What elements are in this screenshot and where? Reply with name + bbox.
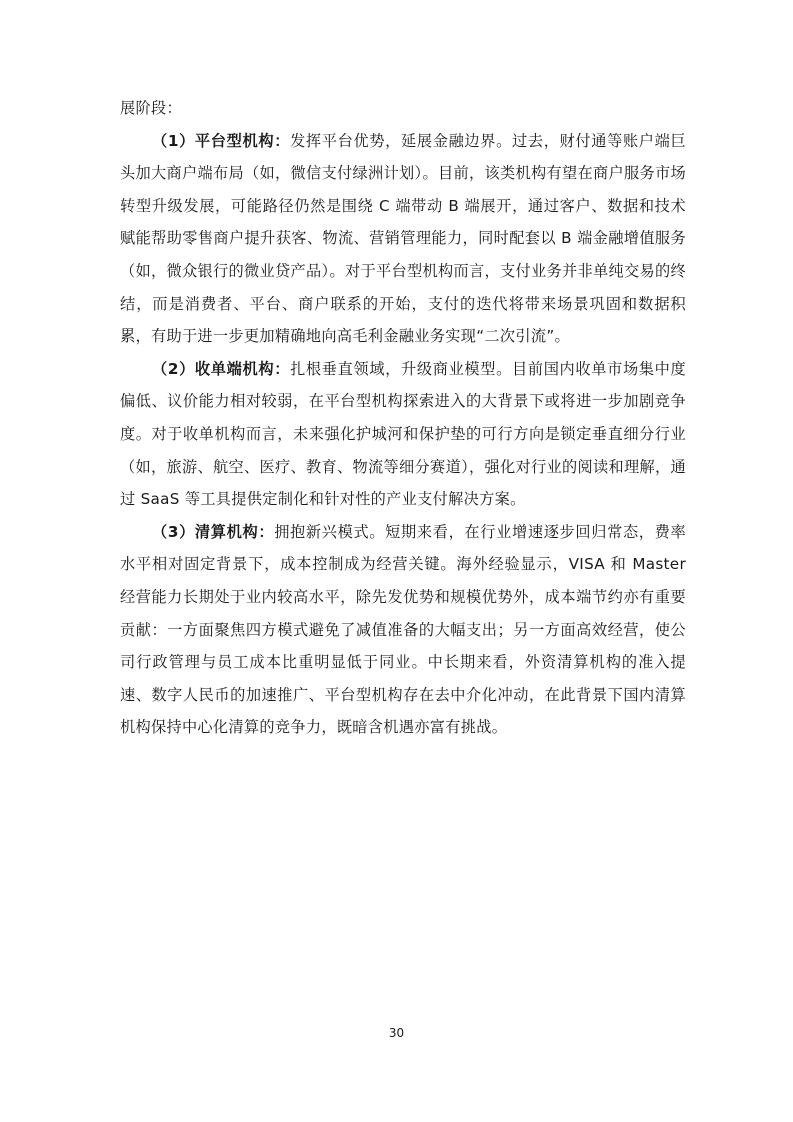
paragraph-platform-institutions: [120, 125, 686, 353]
intro-line: 展阶段：: [120, 99, 182, 117]
paragraph-body: 扎根垂直领域，升级商业模型。目前国内收单市场集中度偏低、议价能力相对较弱，在平台型机构探索进入的大背景下或将进一步加剧竞争度。对于收单机构而言，未来强化护城河和保护垫的可行方向是锁定垂直细分行业（如，旅游、航空、医疗、教育、物流等细分赛道），强化对行业的阅读和理解，通过 SaaS 等工具提供定制化和针对性的产业支付解决方案。: [120, 359, 686, 509]
paragraph-body: 发挥平台优势，延展金融边界。过去，财付通等账户端巨头加大商户端布局（如，微信支付绿洲计划）。目前，该类机构有望在商户服务市场转型升级发展，可能路径仍然是围绕 C 端带动 B 端展开，通过客户、数据和技术赋能帮助零售商户提升获客、物流、营销管理能力，同时配套以 B 端金融增值服务（如，微众银行的微业贷产品）。对于平台型机构而言，支付业务并非单纯交易的终结，而是消费者、平台、商户联系的开始，支付的迭代将带来场景巩固和数据积累，有助于进一步更加精确地向高毛利金融业务实现“二次引流”。: [120, 131, 686, 346]
paragraph-clearing-institutions: [120, 516, 686, 744]
body-text: [120, 92, 686, 744]
paragraph-heading: （3）清算机构：: [152, 522, 275, 541]
paragraph-heading: （2）收单端机构：: [152, 359, 291, 378]
paragraph-acquiring-institutions: [120, 353, 686, 516]
page-number: 30: [388, 1026, 405, 1040]
paragraph-body: 拥抱新兴模式。短期来看，在行业增速逐步回归常态，费率水平相对固定背景下，成本控制成为经营关键。海外经验显示，VISA 和 Master 经营能力长期处于业内较高水平，除先发优势和规模优势外，成本端节约亦有重要贡献：一方面聚焦四方模式避免了减值准备的大幅支出；另一方面高效经营，使公司行政管理与员工成本比重明显低于同业。中长期来看，外资清算机构的准入提速、数字人民币的加速推广、平台型机构存在去中介化冲动，在此背景下国内清算机构保持中心化清算的竞争力，既暗含机遇亦富有挑战。: [120, 522, 686, 737]
paragraph-heading: （1）平台型机构：: [152, 131, 291, 150]
